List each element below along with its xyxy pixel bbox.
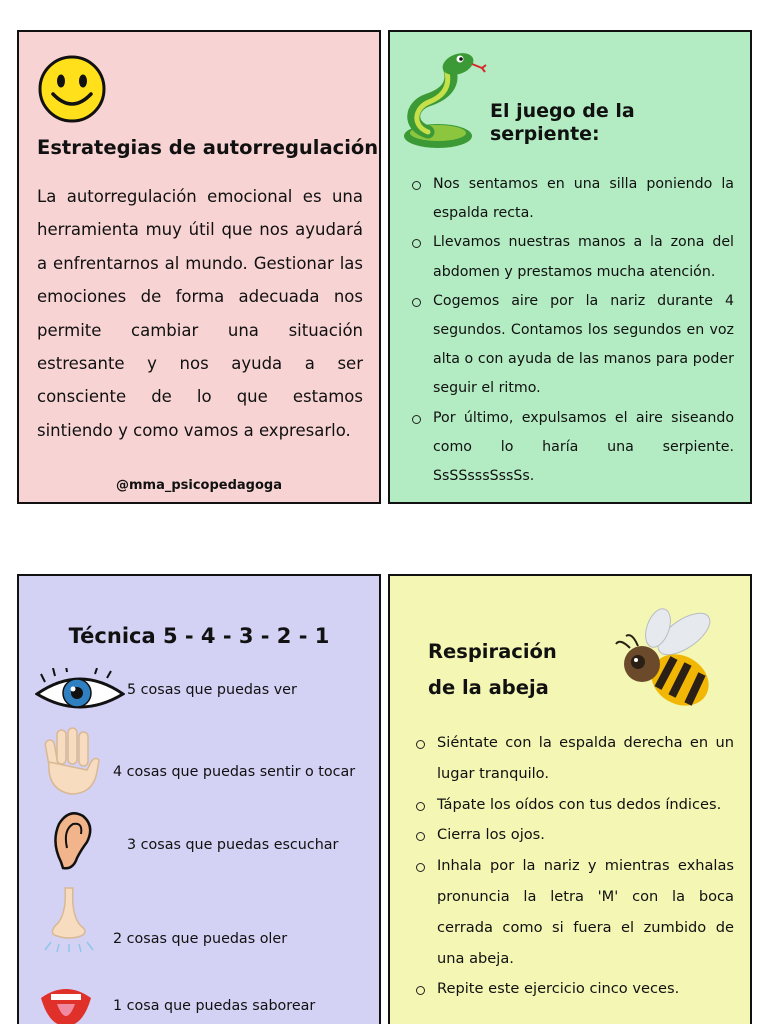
eye-icon (35, 668, 125, 714)
technique-54321-card (17, 574, 381, 1024)
ear-icon (49, 808, 95, 874)
nose-icon (41, 886, 97, 954)
title-line: de la abeja (428, 676, 549, 699)
steps-list (410, 170, 734, 491)
snake-game-card (388, 30, 752, 504)
hand-icon (35, 726, 107, 798)
card-title: El juego de la serpiente: (490, 100, 635, 145)
row-label: 3 cosas que puedas escuchar (127, 837, 339, 853)
mouth-icon (39, 982, 93, 1024)
row-label: 1 cosa que puedas saborear (113, 998, 316, 1014)
card-title (428, 634, 557, 706)
row-label: 2 cosas que puedas oler (113, 931, 288, 947)
bee-icon (608, 604, 724, 720)
self-regulation-card (17, 30, 381, 504)
card-title: Técnica 5 - 4 - 3 - 2 - 1 (68, 624, 330, 648)
card-body-text: La autorregulación emocional es una herramienta muy útil que nos ayudará a enfrentarnos al mundo. Gestionar las emociones de forma adecuada nos permite cambiar una situación estresante y nos ayuda a ser consciente de lo que estamos sintiendo y como vamos a expresarlo. (37, 187, 363, 440)
list-item: Nos sentamos en una silla poniendo la espalda recta. (410, 170, 734, 228)
list-item: Llevamos nuestras manos a la zona del abdomen y prestamos mucha atención. (410, 228, 734, 286)
card-title: Estrategias de autorregulación (37, 136, 379, 159)
snake-icon (398, 40, 490, 152)
author-handle: @mma_psicopedagoga (115, 478, 283, 493)
list-item: Siéntate con la espalda derecha en un lugar tranquilo. (414, 728, 734, 790)
list-item: Inhala por la nariz y mientras exhalas pronuncia la letra 'M' con la boca cerrada como si fuera el zumbido de una abeja. (414, 851, 734, 974)
steps-list (414, 728, 734, 1005)
row-label: 4 cosas que puedas sentir o tocar (113, 764, 356, 780)
list-item: Cogemos aire por la nariz durante 4 segundos. Contamos los segundos en voz alta o con ayuda de las manos para poder seguir el ritmo. (410, 287, 734, 404)
smiley-face-icon (37, 54, 107, 124)
list-item: Repite este ejercicio cinco veces. (414, 974, 734, 1005)
row-label: 5 cosas que puedas ver (127, 682, 297, 698)
title-line: Respiración (428, 640, 557, 663)
list-item: Cierra los ojos. (414, 820, 734, 851)
list-item: Por último, expulsamos el aire siseando como lo haría una serpiente. SsSSsssSssSs. (410, 404, 734, 492)
list-item: Tápate los oídos con tus dedos índices. (414, 790, 734, 821)
bee-breathing-card (388, 574, 752, 1024)
